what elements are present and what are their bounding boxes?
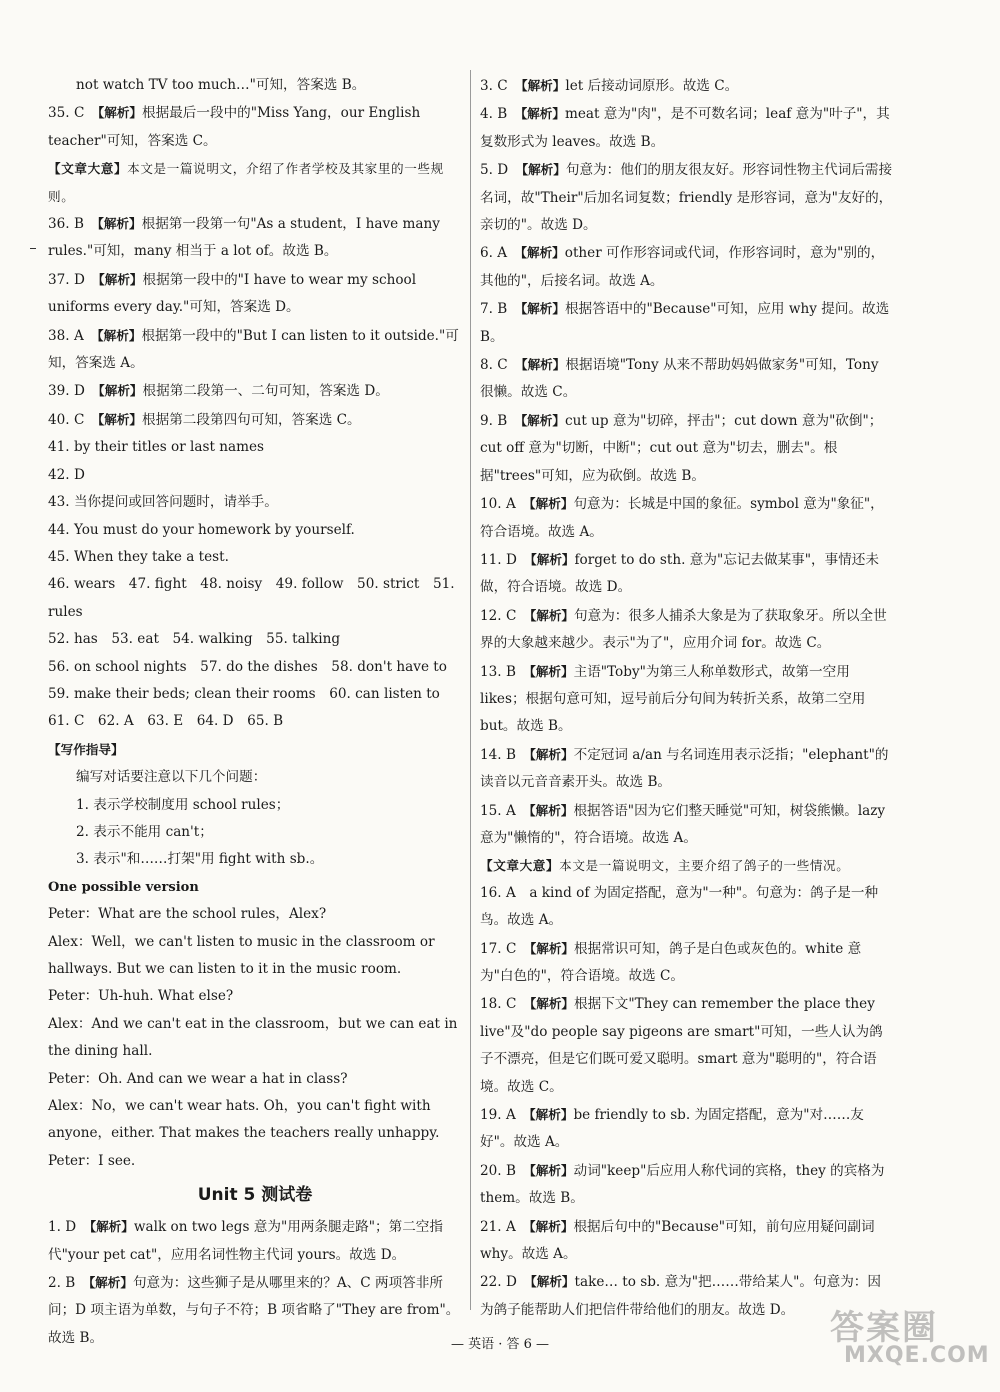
answer-text: 44. You must do your homework by yourself.: [48, 521, 355, 538]
answer-number: 18. C: [480, 996, 517, 1013]
answer-number: 13. B: [480, 663, 516, 680]
answer-text: Peter：I see.: [48, 1152, 136, 1169]
answer-number: 1. D: [48, 1219, 77, 1236]
answer-item: [48, 406, 462, 434]
analysis-tag: 【解析】: [530, 551, 575, 567]
page-footer: — 英语 · 答 6 —: [450, 1337, 550, 1352]
text-line: [48, 517, 462, 544]
answer-text: Peter：What are the school rules，Alex?: [48, 906, 327, 923]
answer-text: 根据下文"They can remember the place they live"及"do people say pigeons are smart"可知，一些人认为鸽子不漂亮，但是它们既可爱又聪明。smart 意为"聪明的"，符合语境。故选 C。: [480, 996, 883, 1095]
answer-number: 3. C: [480, 78, 508, 94]
analysis-tag: 【解析】: [529, 940, 575, 956]
analysis-tag: 【解析】: [88, 1275, 133, 1291]
analysis-tag: 【解析】: [98, 383, 143, 399]
answer-number: 38. A: [48, 327, 84, 344]
answer-number: 16. A: [480, 884, 516, 901]
answer-text: 主语"Toby"为第三人称单数形式，故第一空用 likes；根据句意可知，逗号前后分句间为转折关系，故第二空用 but。故选 B。: [480, 663, 866, 735]
text-line: [48, 819, 462, 846]
answer-text: walk on two legs 意为"用两条腿走路"；第二空指代"your pet cat"，应用名词性物主代词 yours。故选 D。: [48, 1219, 443, 1263]
unit-title: Unit 5 测试卷: [197, 1185, 313, 1206]
answer-text: 45. When they take a test.: [48, 548, 229, 565]
answer-item: [480, 741, 893, 797]
version-heading: One possible version: [48, 879, 199, 895]
text-line: [48, 462, 462, 489]
answer-number: 10. A: [480, 496, 516, 513]
text-line: [48, 1011, 462, 1066]
text-line: [48, 764, 462, 791]
answer-text: 本文是一篇说明文，介绍了作者学校及其家里的一些规则。: [48, 161, 444, 204]
analysis-tag: 【解析】: [521, 78, 566, 93]
answer-text: 根据第二段第四句可知，答案选 C。: [142, 411, 361, 428]
answer-number: 35. C: [48, 105, 85, 122]
analysis-tag: 【解析】: [529, 746, 574, 762]
answer-number: 14. B: [480, 746, 516, 763]
answer-text: 句意为：他们的朋友很友好。形容词性物主代词后需接名词，故"Their"后加名词复数；friendly 是形容词，意为"友好的，亲切的"。故选 D。: [480, 162, 893, 234]
answer-text: 不定冠词 a/an 与名词连用表示泛指；"elephant"的读音以元音音素开头。故选 B。: [480, 746, 889, 791]
article-summary: [480, 852, 893, 879]
margin-mark: [30, 248, 36, 249]
answer-text: take… to sb. 意为"把……带给某人"。句意为：因为鸽子能帮助人们把信件带给他们的朋友。故选 D。: [480, 1274, 881, 1318]
answer-text: 41. by their titles or last names: [48, 439, 265, 456]
answer-text: 43. 当你提问或回答问题时，请举手。: [48, 494, 278, 511]
answer-text: 42. D: [48, 466, 85, 483]
text-line: [48, 983, 462, 1010]
text-line: [48, 929, 462, 984]
answer-item: [480, 407, 893, 490]
answer-text: not watch TV too much…"可知，答案选 B。: [76, 77, 366, 93]
answer-text: 根据后句中的"Because"可知，前句应用疑问副词 why。故选 A。: [480, 1218, 875, 1263]
analysis-tag: 【解析】: [529, 663, 574, 679]
text-line: [48, 571, 462, 626]
answer-number: 19. A: [480, 1107, 516, 1124]
analysis-tag: 【解析】: [529, 1107, 574, 1123]
answer-item: [480, 72, 893, 100]
answer-number: 11. D: [480, 551, 517, 568]
answer-item: [480, 658, 893, 741]
answer-text: 52. has 53. eat 54. walking 55. talking: [48, 631, 341, 648]
answer-item: [48, 377, 462, 405]
answer-text: 根据第一段中的"But I can listen to it outside."可知，答案选 A。: [48, 327, 459, 372]
answer-text: 本文是一篇说明文，主要介绍了鸽子的一些情况。: [559, 858, 850, 874]
answer-item: [480, 295, 893, 351]
answer-item: [48, 266, 462, 322]
analysis-tag: 【解析】: [97, 411, 143, 427]
text-line: [48, 792, 462, 819]
text-line: [48, 736, 462, 764]
answer-number: 2. B: [48, 1275, 76, 1292]
answer-item: [480, 1213, 893, 1269]
analysis-tag: 【解析】: [97, 105, 143, 121]
watermark-domain: MXQE.COM: [844, 1343, 990, 1368]
answer-text: 46. wears 47. fight 48. noisy 49. follow 50. strict 51. rules: [48, 576, 455, 620]
answer-number: 22. D: [480, 1274, 517, 1291]
answer-item: [480, 490, 893, 546]
answer-text: 根据答语中的"Because"可知，应用 why 提问。故选 B。: [480, 301, 890, 345]
text-line: [48, 1093, 462, 1148]
text-line: [48, 1066, 462, 1093]
answer-text: Alex：Well，we can't listen to music in the classroom or hallways. But we can listen to it in the music room.: [48, 933, 435, 977]
text-line: [48, 544, 462, 571]
analysis-tag: 【解析】: [529, 1162, 574, 1178]
text-line: [48, 489, 462, 516]
analysis-tag: 【解析】: [89, 1219, 134, 1235]
answer-number: 37. D: [48, 271, 85, 288]
answer-item: [480, 1157, 893, 1213]
analysis-tag: 【解析】: [529, 607, 575, 623]
answer-text: let 后接动词原形。故选 C。: [565, 78, 739, 94]
analysis-tag: 【解析】: [529, 1218, 574, 1234]
answer-item: [48, 322, 462, 378]
answer-number: 20. B: [480, 1162, 516, 1179]
text-line: [48, 901, 462, 928]
analysis-tag: 【写作指导】: [48, 741, 124, 757]
text-line: [48, 434, 462, 461]
answer-text: Peter：Oh. And can we wear a hat in class?: [48, 1070, 348, 1087]
answer-text: forget to do sth. 意为"忘记去做某事"，事情还未做，符合语境。故选 D。: [480, 551, 879, 596]
answer-text: be friendly to sb. 为固定搭配，意为"对……友好"。故选 A。: [480, 1107, 864, 1151]
answer-text: 61. C 62. A 63. E 64. D 65. B: [48, 713, 284, 730]
answer-item: [480, 602, 893, 658]
analysis-tag: 【解析】: [520, 245, 565, 261]
analysis-tag: 【解析】: [529, 996, 575, 1012]
answer-text: other 可作形容词或代词，作形容词时，意为"别的，其他的"，后接名词。故选 A。: [480, 245, 885, 289]
answer-text: 2. 表示不能用 can't；: [76, 823, 213, 840]
text-line: [48, 846, 462, 873]
answer-text: a kind of 为固定搭配，意为"一种"。句意为：鸽子是一种鸟。故选 A。: [480, 884, 879, 929]
left-column: [48, 72, 462, 1352]
answer-item: [48, 99, 462, 155]
answer-number: 5. D: [480, 162, 509, 179]
answer-text: 动词"keep"后应用人称代词的宾格，they 的宾格为 them。故选 B。: [480, 1162, 885, 1207]
answer-text: 句意为：这些狮子是从哪里来的？A、C 两项答非所问；D 项主语为单数，与句子不符；B 项省略了"They are from"。故选 B。: [48, 1275, 460, 1346]
answer-number: 15. A: [480, 802, 516, 819]
analysis-tag: 【文章大意】: [480, 858, 560, 874]
answer-number: 8. C: [480, 357, 508, 374]
answer-text: Alex：And we can't eat in the classroom，but we can eat in the dining hall.: [48, 1015, 458, 1060]
answer-number: 21. A: [480, 1218, 516, 1235]
answer-text: 59. make their beds; clean their rooms 60. can listen to: [48, 685, 440, 702]
watermark-text: 答案圈: [830, 1308, 938, 1348]
text-line: [48, 626, 462, 653]
answer-text: Alex：No，we can't wear hats. Oh，you can't fight with anyone，either. That makes the teachers really unhappy.: [48, 1098, 440, 1142]
text-line: [48, 72, 462, 99]
answer-item: [480, 797, 893, 853]
answer-text: 句意为：很多人捕杀大象是为了获取象牙。所以全世界的大象越来越少。表示"为了"，应用介词 for。故选 C。: [480, 607, 887, 652]
answer-text: cut up 意为"切碎，抨击"；cut down 意为"砍倒"；cut off 意为"切断，中断"；cut out 意为"切去，删去"。根据"trees"可知，应为砍倒。故选 B。: [480, 412, 883, 484]
right-column: [480, 72, 893, 1324]
answer-item: [480, 100, 893, 156]
analysis-tag: 【解析】: [520, 412, 565, 428]
analysis-tag: 【解析】: [521, 162, 566, 178]
analysis-tag: 【文章大意】: [48, 161, 128, 177]
answer-number: 6. A: [480, 245, 508, 262]
answer-item: [480, 546, 893, 602]
answer-text: 根据第一段第一句"As a student，I have many rules."可知，many 相当于 a lot of。故选 B。: [48, 216, 440, 260]
answer-text: meat 意为"肉"，是不可数名词；leaf 意为"叶子"，其复数形式为 leaves。故选 B。: [480, 106, 890, 150]
answer-item: [480, 351, 893, 407]
analysis-tag: 【解析】: [97, 216, 142, 232]
watermark-logo: [830, 1300, 990, 1382]
analysis-tag: 【解析】: [521, 357, 566, 373]
answer-number: 4. B: [480, 106, 508, 123]
answer-item: [480, 935, 893, 991]
answer-text: 3. 表示"和……打架"用 fight with sb.。: [76, 851, 324, 868]
text-line: [48, 654, 462, 681]
article-summary: [48, 155, 462, 210]
answer-text: 编写对话要注意以下几个问题：: [76, 769, 267, 786]
answer-text: Peter：Uh-huh. What else?: [48, 988, 234, 1005]
analysis-tag: 【解析】: [520, 106, 565, 122]
answer-number: 40. C: [48, 411, 85, 428]
answer-item: [480, 1101, 893, 1157]
answer-item: [48, 210, 462, 266]
answer-item: [480, 880, 893, 935]
answer-number: 9. B: [480, 412, 508, 429]
analysis-tag: 【解析】: [98, 271, 143, 287]
text-line: [48, 1148, 462, 1175]
answer-text: 根据第二段第一、二句可知，答案选 D。: [142, 383, 389, 400]
answer-item: [480, 156, 893, 239]
answer-item: [48, 1213, 462, 1269]
analysis-tag: 【解析】: [530, 1274, 575, 1290]
answer-text: 根据语境"Tony 从来不帮助妈妈做家务"可知，Tony 很懒。故选 C。: [480, 357, 879, 401]
analysis-tag: 【解析】: [97, 327, 142, 343]
answer-text: 句意为：长城是中国的象征。symbol 意为"象征"，符合语境。故选 A。: [480, 496, 884, 540]
answer-text: 1. 表示学校制度用 school rules；: [76, 796, 290, 813]
answer-text: 根据第一段中的"I have to wear my school uniforms every day."可知，答案选 D。: [48, 271, 417, 316]
answer-text: 56. on school nights 57. do the dishes 58. don't have to: [48, 658, 447, 675]
answer-text: 根据常识可知，鸽子是白色或灰色的。white 意为"白色的"，符合语境。故选 C。: [480, 940, 862, 984]
answer-number: 17. C: [480, 940, 517, 957]
column-divider: [470, 70, 471, 1310]
analysis-tag: 【解析】: [520, 301, 565, 317]
text-line: [48, 708, 462, 735]
text-line: [48, 681, 462, 708]
answer-number: 39. D: [48, 383, 85, 400]
answer-item: [480, 239, 893, 295]
answer-item: [480, 990, 893, 1101]
answer-text: 根据最后一段中的"Miss Yang，our English teacher"可知，答案选 C。: [48, 105, 421, 149]
answer-number: 36. B: [48, 216, 84, 233]
answer-number: 7. B: [480, 301, 508, 318]
analysis-tag: 【解析】: [529, 802, 574, 818]
analysis-tag: 【解析】: [529, 496, 574, 512]
answer-number: 12. C: [480, 607, 517, 624]
answer-text: 根据答语"因为它们整天睡觉"可知，树袋熊懒。lazy 意为"懒惰的"，符合语境。故选 A。: [480, 802, 886, 846]
